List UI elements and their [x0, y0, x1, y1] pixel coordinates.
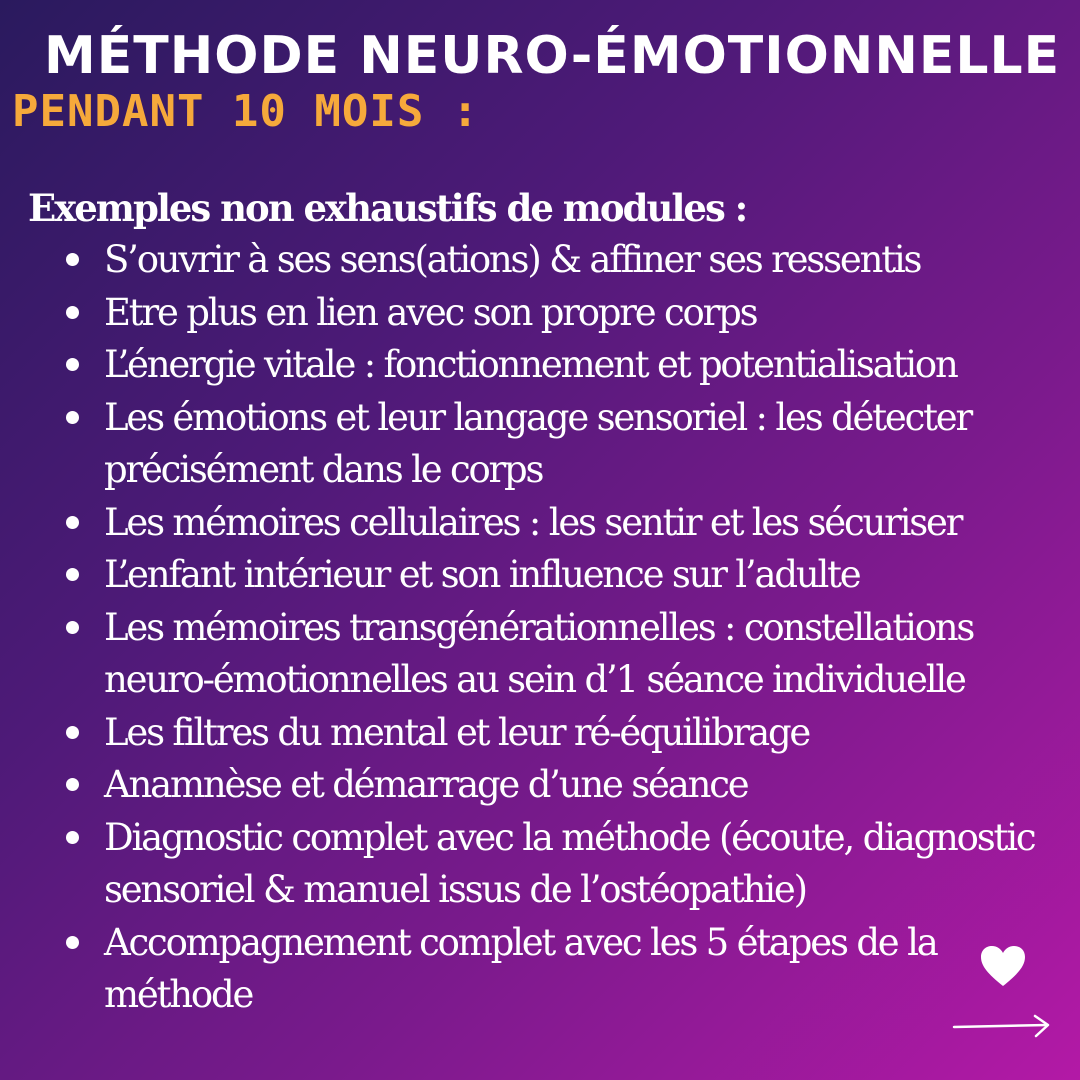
bullet-icon	[66, 568, 79, 581]
modules-list	[60, 234, 1040, 1022]
list-item	[60, 497, 1040, 550]
list-item	[60, 234, 1040, 287]
arrow-right-icon[interactable]	[952, 1012, 1052, 1042]
module-label: Les filtres du mental et leur ré-équilibrage	[104, 710, 810, 754]
list-item	[60, 812, 1040, 917]
module-label: S’ouvrir à ses sens(ations) & affiner ses ressentis	[104, 238, 921, 281]
page-subtitle: PENDANT 10 MOIS :	[12, 86, 480, 137]
module-label: Accompagnement complet avec les 5 étapes de la méthode	[104, 920, 937, 1016]
list-item	[60, 602, 1040, 707]
bullet-icon	[66, 778, 79, 791]
module-label: Anamnèse et démarrage d’une séance	[104, 763, 748, 806]
bullet-icon	[66, 726, 79, 739]
list-item	[60, 287, 1040, 340]
list-item	[60, 917, 1040, 1022]
bullet-icon	[66, 253, 79, 266]
bullet-icon	[66, 621, 79, 634]
module-label: Les mémoires transgénérationnelles : constellations neuro-émotionnelles au sein d’1 séance individuelle	[104, 605, 974, 701]
module-label: Diagnostic complet avec la méthode (écoute, diagnostic sensoriel & manuel issus de l’ostéopathie)	[104, 815, 1035, 911]
module-label: L’enfant intérieur et son influence sur l’adulte	[104, 553, 860, 596]
list-item	[60, 549, 1040, 602]
module-label: Etre plus en lien avec son propre corps	[104, 290, 757, 334]
module-label: Les mémoires cellulaires : les sentir et les sécuriser	[104, 500, 962, 544]
modules-heading: Exemples non exhaustifs de modules :	[28, 186, 747, 230]
module-label: Les émotions et leur langage sensoriel : les détecter précisément dans le corps	[104, 395, 971, 491]
bullet-icon	[66, 516, 79, 529]
bullet-icon	[66, 831, 79, 844]
list-item	[60, 392, 1040, 497]
heart-icon	[978, 942, 1028, 992]
list-item	[60, 339, 1040, 392]
bullet-icon	[66, 306, 79, 319]
bullet-icon	[66, 411, 79, 424]
list-item	[60, 759, 1040, 812]
bullet-icon	[66, 358, 79, 371]
list-item	[60, 707, 1040, 760]
page-title: MÉTHODE NEURO-ÉMOTIONNELLE	[44, 26, 1061, 86]
module-label: L’énergie vitale : fonctionnement et potentialisation	[104, 343, 957, 386]
bullet-icon	[66, 936, 79, 949]
